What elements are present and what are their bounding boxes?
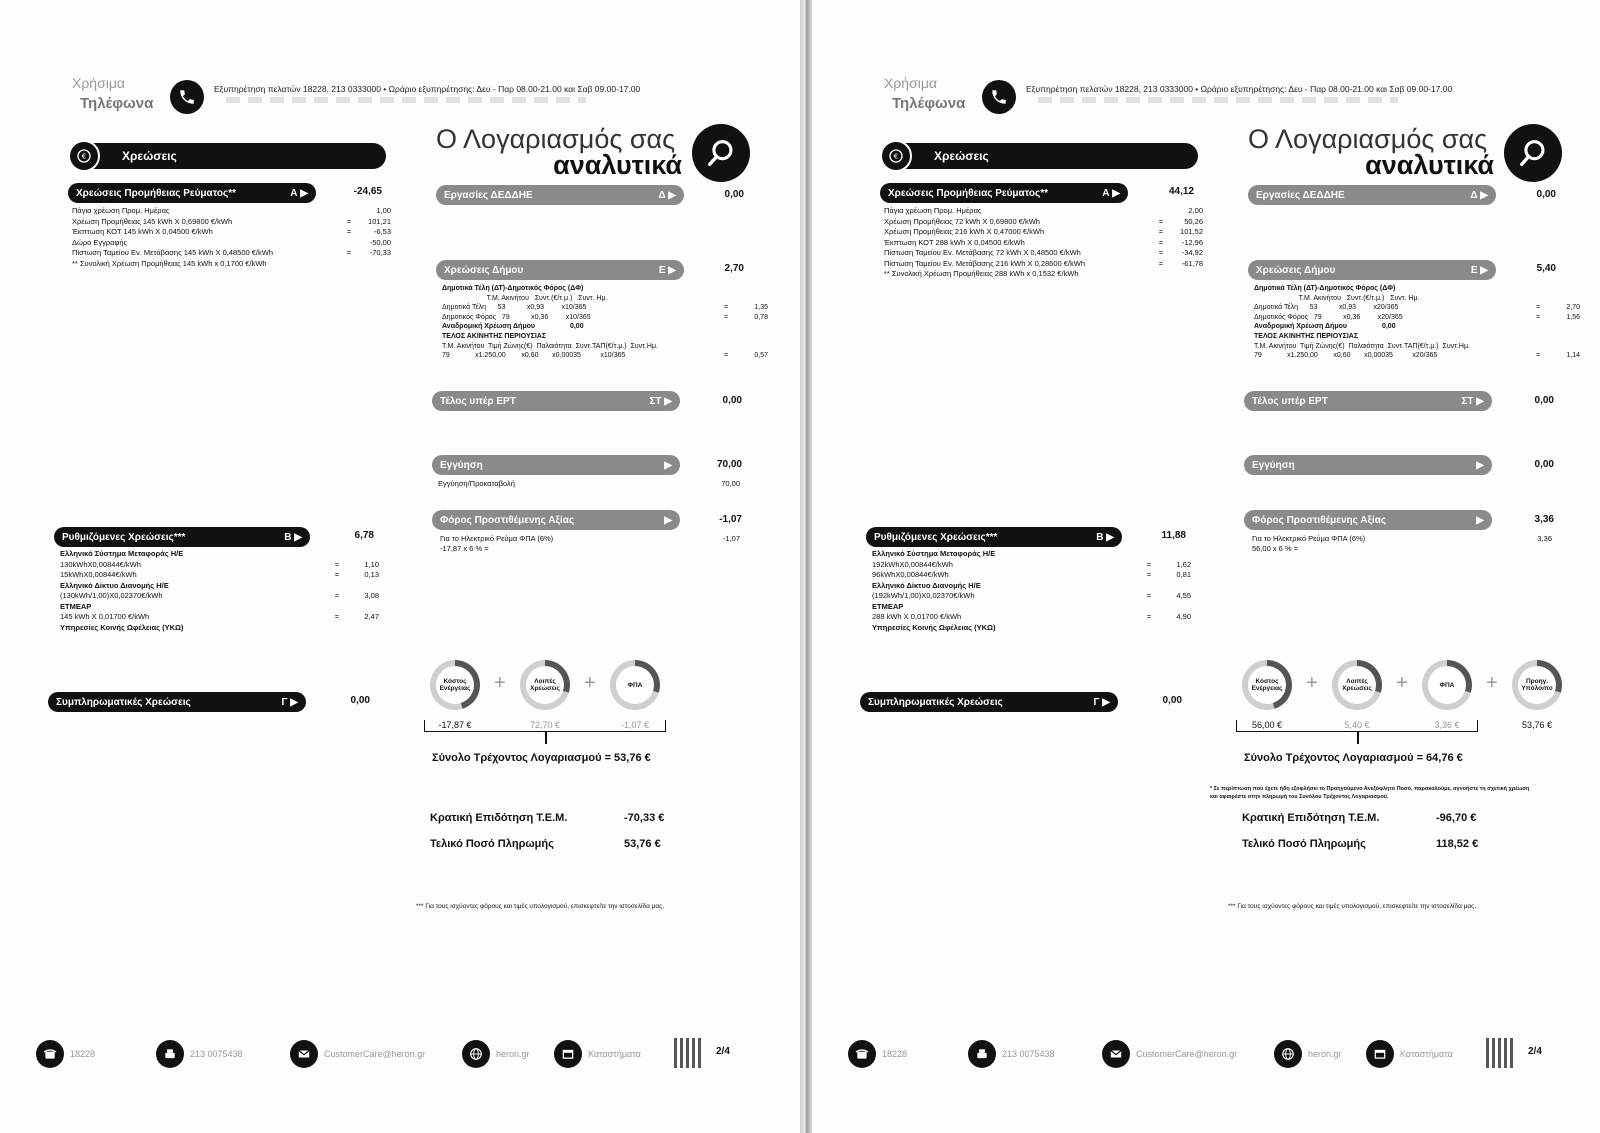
charge-row-desc: Δημοτικός Φόρος 79 x0,36 x20/365 [1254,313,1403,321]
ert-label: Τέλος υπέρ ΕΡΤ [1252,395,1328,407]
deposit-label: Εγγύηση [440,459,483,471]
charge-row-desc: Ελληνικό Σύστημα Μεταφοράς Η/Ε [872,549,996,558]
svg-text:€: € [893,151,899,161]
subsidy-value: -96,70 € [1436,812,1477,824]
charge-row-value: 2,47 [364,612,379,621]
vat-label: Φόρος Προστιθέμενης Αξίας [440,514,575,526]
charge-row-value: 0,78 [754,313,768,321]
charge-row-desc: Χρέωση Προμήθειας 216 kWh X 0,47000 €/kWh [884,227,1045,236]
charge-row-value: 101,21 [368,216,391,226]
svg-text:€: € [81,151,87,161]
breakdown-ring-label: Κόστος Ενέργειας [436,666,474,704]
qr-code-icon [674,1038,704,1068]
charge-row-value: 101,52 [1180,227,1203,236]
charge-row-eq: = [334,612,340,621]
charge-row-eq: = [334,559,340,569]
charge-row-eq: = [334,570,340,579]
charge-row-eq: = [346,227,352,236]
final-label: Τελικό Ποσό Πληρωμής [1242,838,1366,850]
charge-row-desc: Δημοτικά Τέλη (ΔΤ)-Δημοτικός Φόρος (ΔΦ) [442,285,584,292]
footer-stores[interactable] [1366,1040,1453,1068]
plus-icon: + [1396,672,1408,694]
charge-row-eq: = [1158,216,1164,226]
globe-icon [1274,1040,1302,1068]
breakdown-ring [1332,660,1382,710]
charge-row-value: 50,26 [1184,216,1203,226]
vat-sub-label2: -17,87 x 6 % = [440,544,489,553]
sum-bracket-stem [1357,732,1359,744]
charge-row-desc: Ελληνικό Σύστημα Μεταφοράς Η/Ε [60,549,184,558]
charge-row-value: 0,81 [1176,570,1191,579]
charge-row-value: 1,62 [1176,559,1191,569]
charges-header-label: Χρεώσεις [934,149,989,163]
ert-amount: 0,00 [1534,395,1554,406]
deposit-amount: 70,00 [716,459,742,470]
charge-row-value: -12,96 [1181,237,1203,247]
charge-row-value: 1,56 [1566,313,1580,321]
supply-label: Χρεώσεις Προμήθειας Ρεύματος** [888,187,1048,199]
deddie-code: Δ ▶ [658,189,676,201]
charge-row-value: 1,10 [364,559,379,569]
vat-sub-value: -1,07 [722,534,740,543]
plus-icon: + [1306,672,1318,694]
footer-fax-text: 213 0075438 [190,1049,243,1059]
bill-page-right [812,0,1600,1133]
charges-header-label: Χρεώσεις [122,149,177,163]
sum-bracket [424,720,666,732]
charge-row-desc: 96kWhX0,00844€/kWh [872,570,949,579]
charge-row-value: -61,78 [1181,258,1203,268]
final-value: 118,52 € [1436,838,1479,850]
page-number: 2/4 [716,1046,730,1057]
final-label: Τελικό Ποσό Πληρωμής [430,838,554,850]
charge-row-eq: = [1158,258,1164,268]
footer-phone[interactable] [36,1040,95,1068]
charge-row-eq: = [1158,237,1164,247]
charge-row-value: 1,35 [754,304,768,312]
deposit-label: Εγγύηση [1252,459,1295,471]
total-label: Σύνολο Τρέχοντος Λογαριασμού [1244,752,1414,764]
footnote: *** Για τους ισχύοντες φόρους και τιμές υπολογισμού, επισκεφτείτε την ιστοσελίδα μας. [1228,903,1477,910]
vat-sub-label: Για το Ηλεκτρικό Ρεύμα ΦΠΑ (6%) [440,534,554,543]
charge-row-value: 4,55 [1176,591,1191,600]
supply-code: Α ▶ [290,187,308,199]
footer-stores-text: Καταστήματα [588,1049,641,1059]
charge-row-desc: Υπηρεσίες Κοινής Ωφέλειας (ΥΚΩ) [60,622,184,632]
charge-row-desc: ΤΕΛΟΣ ΑΚΙΝΗΤΗΣ ΠΕΡΙΟΥΣΙΑΣ [1254,332,1359,340]
regulated-amount: 11,88 [1161,530,1186,541]
breakdown-ring [1242,660,1292,710]
charge-row-desc: 79 x1.250,00 x0,60 x0,00035 x10/365 [442,352,626,360]
fax-icon [156,1040,184,1068]
plus-icon: + [1486,672,1498,694]
charge-row-value: 2,00 [1188,206,1203,215]
charge-row-desc: ΤΕΛΟΣ ΑΚΙΝΗΤΗΣ ΠΕΡΙΟΥΣΙΑΣ [442,332,547,340]
charge-row-desc: Πίστωση Ταμείου Εν. Μετάβασης 145 kWh X 0,48500 €/kWh [72,248,274,257]
subsidy-label: Κρατική Επιδότηση Τ.Ε.Μ. [1242,812,1380,824]
supplementary-label: Συμπληρωματικές Χρεώσεις [56,696,191,708]
municipal-label: Χρεώσεις Δήμου [444,264,524,276]
ert-label: Τέλος υπέρ ΕΡΤ [440,395,516,407]
charge-row-desc: (130kWh/1,00)X0,02370€/kWh [60,591,163,600]
title-line1: Ο Λογαριασμός σας [1248,124,1488,154]
charge-row-value: -34,92 [1181,248,1203,257]
vat-sub-label2: 56,00 x 6 % = [1252,544,1299,553]
charge-row-value: 2,70 [1566,304,1580,312]
page-fold [800,0,812,1133]
footer-web[interactable] [1274,1040,1342,1068]
municipal-code: Ε ▶ [658,264,676,276]
charge-row-value: 4,90 [1176,612,1191,621]
deposit-sub-label: Εγγύηση/Προκαταβολή [438,479,515,488]
charge-row-desc: ΕΤΜΕΑΡ [872,601,904,611]
page-number: 2/4 [1528,1046,1542,1057]
supplementary-amount: 0,00 [350,695,370,706]
plus-icon: + [584,672,596,694]
charge-row-desc: (192kWh/1,00)X0,02370€/kWh [872,591,975,600]
breakdown-value: 56,00 € [1251,720,1283,730]
total-label: Σύνολο Τρέχοντος Λογαριασμού [432,752,602,764]
footer-web-text: heron.gr [496,1049,530,1059]
charge-row-eq: = [723,352,729,360]
footer-fax-text: 213 0075438 [1002,1049,1055,1059]
supply-code: Α ▶ [1102,187,1120,199]
regulated-label: Ρυθμιζόμενες Χρεώσεις*** [874,531,998,543]
deddie-label: Εργασίες ΔΕΔΔΗΕ [1256,189,1345,201]
breakdown-ring [1422,660,1472,710]
deposit-chevron-icon: ▶ [1476,459,1484,471]
breakdown-ring-label: ΦΠΑ [616,666,654,704]
municipal-code: Ε ▶ [1470,264,1488,276]
regulated-label: Ρυθμιζόμενες Χρεώσεις*** [62,531,186,543]
sum-bracket [1236,720,1478,732]
regulated-amount: 6,78 [354,530,374,541]
municipal-label: Χρεώσεις Δήμου [1256,264,1336,276]
charge-row-desc: 288 kWh X 0,01700 €/kWh [872,612,962,621]
ert-amount: 0,00 [722,395,742,406]
title-line1: Ο Λογαριασμός σας [436,124,676,154]
footer-email[interactable] [1102,1040,1237,1068]
charge-row-desc: Ελληνικό Δίκτυο Διανομής Η/Ε [872,580,981,590]
qr-code-icon [1486,1038,1516,1068]
footer-stores-text: Καταστήματα [1400,1049,1453,1059]
circles-layer [812,0,1600,1133]
charge-row-value: 1,00 [376,206,391,215]
charge-row-desc: Έκπτωση ΚΟΤ 288 kWh X 0,04500 €/kWh [884,237,1025,247]
charge-row-desc: Τ.Μ. Ακινήτου Τιμή Ζώνης(€) Παλαιότητα Συντ.ΤΑΠ(€/τ.μ.) Συντ.Ημ. [442,342,658,350]
total-value: = 53,76 € [604,752,651,764]
breakdown-ring [610,660,660,710]
deposit-sub-value: 70,00 [721,479,740,488]
charge-row-value: 1,14 [1566,352,1580,360]
charge-row-value: 0,13 [364,570,379,579]
charge-row-eq: = [1146,570,1152,579]
supplementary-code: Γ ▶ [281,696,298,708]
plus-icon: + [494,672,506,694]
charge-row-desc: Τ.Μ. Ακινήτου Τιμή Ζώνης(€) Παλαιότητα Συντ.ΤΑΠ(€/τ.μ.) Συντ.Ημ. [1254,342,1470,350]
footer-phone-text: 18228 [70,1049,96,1059]
total-line [432,752,651,764]
footer-email-text: CustomerCare@heron.gr [324,1049,426,1059]
breakdown-value: 3,36 € [1434,720,1460,730]
ert-code: ΣΤ ▶ [649,395,672,407]
breakdown-value: 72,70 € [529,720,561,730]
brand-line1: Χρήσιμα [884,75,937,91]
title-line2: αναλυτικά [553,150,682,180]
charge-row-desc: Έκπτωση ΚΟΤ 145 kWh X 0,04500 €/kWh [72,227,213,236]
charge-row-desc: 145 kWh X 0,01700 €/kWh [60,612,150,621]
charge-row-value: -6,53 [373,227,391,236]
charge-row-eq: = [723,313,729,321]
charge-row-value: 0,57 [754,352,768,360]
telephone-icon [36,1040,64,1068]
sum-bracket-stem [545,732,547,744]
service-line: Εξυπηρέτηση πελατών 18228, 213 0333000 • Ωράριο εξυπηρέτησης: Δευ - Παρ 08.00-21.00 και Σαβ 09.00-17.00 [1026,84,1453,94]
charge-row-desc: Πίστωση Ταμείου Εν. Μετάβασης 216 kWh X 0,28600 €/kWh [884,258,1086,268]
charge-row-eq: = [1535,313,1541,321]
deddie-code: Δ ▶ [1470,189,1488,201]
breakdown-value: -17,87 € [438,720,472,730]
charge-row-desc: 192kWhX0,00844€/kWh [872,559,953,569]
subsidy-value: -70,33 € [624,812,665,824]
supplementary-amount: 0,00 [1162,695,1182,706]
ert-code: ΣΤ ▶ [1461,395,1484,407]
charge-row-eq: = [1146,559,1152,569]
footer-fax[interactable] [968,1040,1055,1068]
deddie-amount: 0,00 [1536,189,1556,200]
breakdown-value: 5,40 € [1344,720,1370,730]
charge-row-value: 3,08 [364,591,379,600]
charge-row-desc: Δώρο Εγγραφής [72,237,128,247]
email-icon [290,1040,318,1068]
deddie-amount: 0,00 [724,189,744,200]
footer-email[interactable] [290,1040,425,1068]
charge-row-eq: = [1535,352,1541,360]
charge-row-desc: ** Συνολική Χρέωση Προμήθειας 288 kWh x 0,1532 €/kWh [884,269,1079,278]
email-icon [1102,1040,1130,1068]
footnote: *** Για τους ισχύοντες φόρους και τιμές υπολογισμού, επισκεφτείτε την ιστοσελίδα μας. [416,903,665,910]
supply-amount: -24,65 [353,186,382,197]
charge-row-value: -70,33 [369,248,391,257]
charge-row-desc: Πάγια χρέωση Προμ. Ημέρας [72,206,170,215]
charge-row-desc: Δημοτικά Τέλη (ΔΤ)-Δημοτικός Φόρος (ΔΦ) [1254,285,1396,292]
title-line2: αναλυτικά [1365,150,1494,180]
footer-phone[interactable] [848,1040,907,1068]
deddie-label: Εργασίες ΔΕΔΔΗΕ [444,189,533,201]
total-line [1244,752,1463,764]
vat-chevron-icon: ▶ [1476,514,1484,526]
charge-row-desc: Χρέωση Προμήθειας 72 kWh X 0,69800 €/kWh [884,216,1040,226]
telephone-icon [848,1040,876,1068]
breakdown-value: -1,07 € [620,720,650,730]
charge-row-desc: 15kWhX0,00844€/kWh [60,570,137,579]
supplementary-code: Γ ▶ [1093,696,1110,708]
subsidy-label: Κρατική Επιδότηση Τ.Ε.Μ. [430,812,568,824]
brand-line1: Χρήσιμα [72,75,125,91]
regulated-code: Β ▶ [284,531,302,543]
charge-row-eq: = [346,248,352,257]
charge-row-eq: = [334,591,340,600]
store-icon [554,1040,582,1068]
charge-row-desc: Τ.Μ. Ακινήτου Συντ.(€/τ.μ.) Συντ. Ημ. [1254,294,1420,302]
vat-amount: -1,07 [719,514,742,525]
breakdown-ring-label: ΦΠΑ [1428,666,1466,704]
globe-icon [462,1040,490,1068]
charge-row-desc: ΕΤΜΕΑΡ [60,601,92,611]
brand-line2: Τηλέφωνα [80,95,154,112]
breakdown-ring [430,660,480,710]
charge-row-desc: Χρέωση Προμήθειας 145 kWh X 0,69800 €/kWh [72,216,233,226]
charge-row-desc: Πίστωση Ταμείου Εν. Μετάβασης 72 kWh X 0,48500 €/kWh [884,248,1081,257]
charge-row-desc: Δημοτικά Τέλη 53 x0,93 x10/365 [442,304,587,312]
breakdown-ring-label: Κόστος Ενέργειας [1248,666,1286,704]
footer-stores[interactable] [554,1040,641,1068]
municipal-amount: 5,40 [1536,263,1556,274]
charge-row-desc: Δημοτικός Φόρος 79 x0,36 x10/365 [442,313,591,321]
footer-web[interactable] [462,1040,530,1068]
charge-row-eq: = [1158,248,1164,257]
footer-email-text: CustomerCare@heron.gr [1136,1049,1238,1059]
supply-label: Χρεώσεις Προμήθειας Ρεύματος** [76,187,236,199]
municipal-amount: 2,70 [724,263,744,274]
supplementary-label: Συμπληρωματικές Χρεώσεις [868,696,1003,708]
breakdown-ring [520,660,570,710]
charge-row-desc: Τ.Μ. Ακινήτου Συντ.(€/τ.μ.) Συντ. Ημ. [442,294,608,302]
breakdown-ring-label: Λοιπές Χρεώσεις [1338,666,1376,704]
footer-fax[interactable] [156,1040,243,1068]
charge-row-desc: Πάγια χρέωση Προμ. Ημέρας [884,206,982,215]
vat-chevron-icon: ▶ [664,514,672,526]
breakdown-ring-label: Προηγ. Υπόλοιπο [1518,666,1556,704]
charge-row-desc: Δημοτικά Τέλη 53 x0,93 x20/365 [1254,304,1399,312]
prev-balance-note: * Σε περίπτωση που έχετε ήδη εξοφλήσει το Προηγούμενο Ανεξόφλητο Ποσό, παρακαλούμε, αγνοήστε τη σχετική χρέωση και αφαιρέστε στην πληρωμή του Συνόλου Τρέχοντος Λογαριασμού. [1210,786,1530,800]
vat-amount: 3,36 [1534,514,1554,525]
charge-row-eq: = [723,304,729,312]
deposit-amount: 0,00 [1534,459,1554,470]
charge-row-eq: = [1158,227,1164,236]
vat-sub-value: 3,36 [1537,534,1552,543]
fax-icon [968,1040,996,1068]
charge-row-desc: Αναδρομική Χρέωση Δήμου 0,00 [1254,323,1396,331]
breakdown-ring [1512,660,1562,710]
brand-line2: Τηλέφωνα [892,95,966,112]
vat-sub-label: Για το Ηλεκτρικό Ρεύμα ΦΠΑ (6%) [1252,534,1366,543]
service-line: Εξυπηρέτηση πελατών 18228, 213 0333000 • Ωράριο εξυπηρέτησης: Δευ - Παρ 08.00-21.00 και Σαβ 09.00-17.00 [214,84,641,94]
regulated-code: Β ▶ [1096,531,1114,543]
footer-web-text: heron.gr [1308,1049,1342,1059]
charge-row-desc: Ελληνικό Δίκτυο Διανομής Η/Ε [60,580,169,590]
charge-row-eq: = [1146,591,1152,600]
supply-amount: 44,12 [1168,186,1194,197]
store-icon [1366,1040,1394,1068]
charge-row-value: -50,00 [369,237,391,247]
footer-phone-text: 18228 [882,1049,908,1059]
final-value: 53,76 € [624,838,661,850]
deposit-chevron-icon: ▶ [664,459,672,471]
charge-row-eq: = [1535,304,1541,312]
charge-row-desc: ** Συνολική Χρέωση Προμήθειας 145 kWh x 0,1700 €/kWh [72,258,267,268]
vat-label: Φόρος Προστιθέμενης Αξίας [1252,514,1387,526]
charge-row-desc: Αναδρομική Χρέωση Δήμου 0,00 [442,323,584,331]
breakdown-ring-label: Λοιπές Χρεώσεις [526,666,564,704]
charge-row-desc: Υπηρεσίες Κοινής Ωφέλειας (ΥΚΩ) [872,622,996,632]
total-value: = 64,76 € [1416,752,1463,764]
breakdown-value: 53,76 € [1521,720,1553,730]
charge-row-eq: = [1146,612,1152,621]
charge-row-desc: 130kWhX0,00844€/kWh [60,559,141,569]
charge-row-desc: 79 x1.250,00 x0,60 x0,00035 x20/365 [1254,352,1438,360]
charge-row-eq: = [346,216,352,226]
